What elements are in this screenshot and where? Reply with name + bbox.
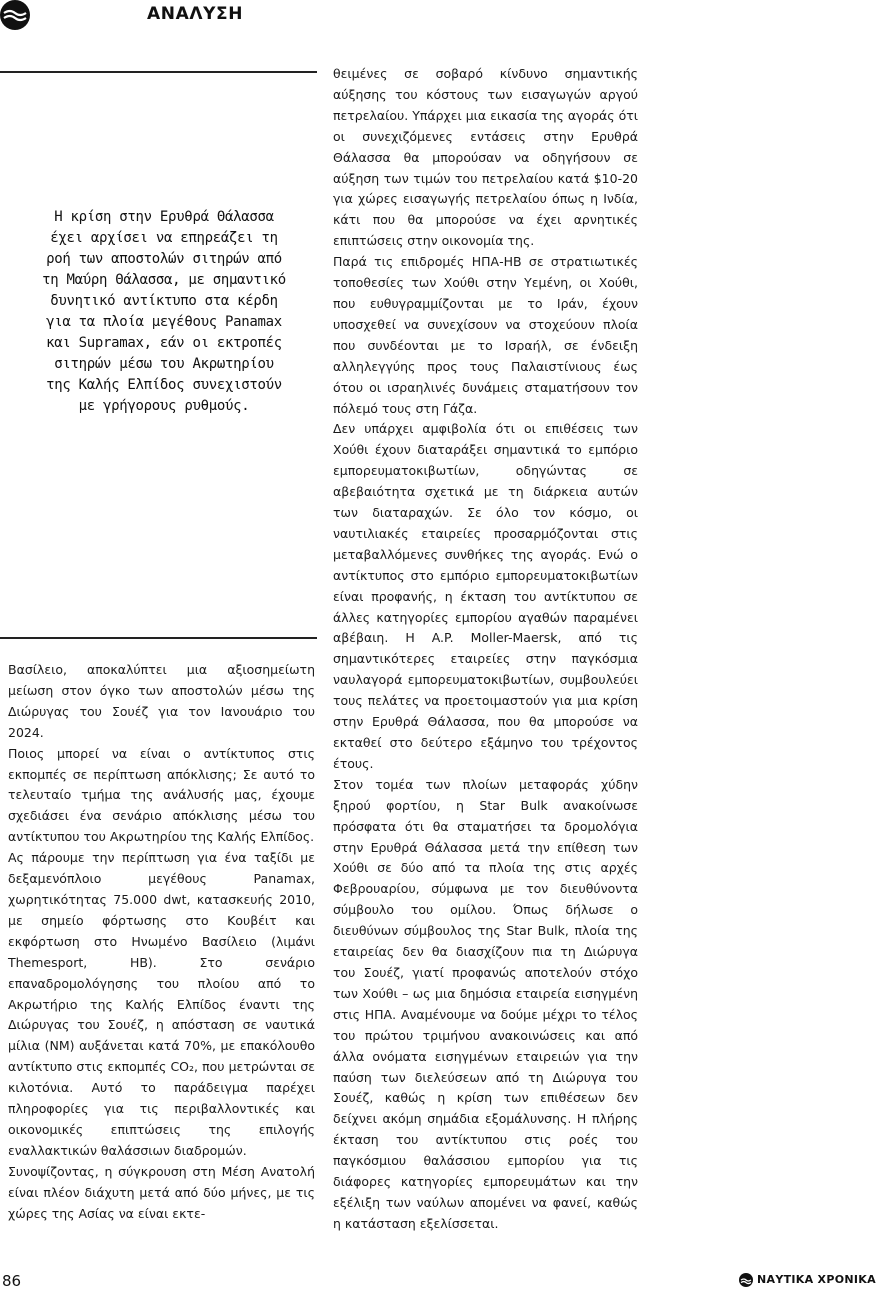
paragraph: Στον τομέα των πλοίων μεταφοράς χύδην ξηρού φορτίου, η Star Bulk ανακοίνωσε πρόσφατα ότι θα σταματήσει τα δρομολόγια στην Ερυθρά Θάλασσα μετά την επίθεση των Χούθι σε δύο από τα πλοία της στις αρχές Φεβρουαρίου, σύμφωνα με τον διευθύνοντα σύμβουλο του ομίλου. Όπως δήλωσε ο διευθύνων σύμβουλος της Star Bulk, πλοία της εταιρείας δεν θα διασχίζουν πια τη Διώρυγα του Σουέζ, γιατί προφανώς αποτελούν στόχο των Χούθι – ως μια δημόσια εταιρεία εισηγμένη στις ΗΠΑ. Αναμένουμε να δούμε μέχρι το τέλος του πρώτου τριμήνου ανακοινώσεις και από άλλα ονόματα εισηγμένων εταιρειών για την παύση των διελεύσεων από τη Διώρυγα του Σουέζ, καθώς η κρίση των επιθέσεων δεν δείχνει ακόμη σημάδια εξομάλυνσης. Η πλήρης έκταση του αντίκτυπου στις ροές του παγκόσμιου θαλάσσιου εμπορίου για τις διάφορες κατηγορίες εμπορευμάτων και την εξέλιξη των ναύλων απομένει να φανεί, καθώς η κατάσταση εξελίσσεται. [333,776,638,1231]
wave-logo-icon [739,1273,753,1287]
page-number: 86 [2,1272,22,1290]
paragraph: Ας πάρουμε την περίπτωση για ένα ταξίδι με δεξαμενόπλοιο μεγέθους Panamax, χωρητικότητας 75.000 dwt, κατασκευής 2010, με σημείο φόρτωσης στο Κουβέιτ και εκφόρτωση στο Ηνωμένο Βασίλειο (λιμάνι Themesport, ΗΒ). Στο σενάριο επαναδρομολόγησης του πλοίου από το Ακρωτήριο της Καλής Ελπίδος έναντι της Διώρυγας του Σουέζ, η απόσταση σε ναυτικά μίλια (NM) αυξάνεται κατά 70%, με επακόλουθο αντίκτυπο στις εκπομπές CO₂, που μετρώνται σε κιλοτόνια. Αυτό το παράδειγμα παρέχει πληροφορίες για τις περιβαλλοντικές και οικονομικές επιπτώσεις της επιλογής εναλλακτικών θαλάσσιων διαδρομών. [8,850,315,1158]
left-column [8,660,315,1224]
paragraph: Βασίλειο, αποκαλύπτει μια αξιοσημείωτη μείωση στον όγκο των αποστολών μέσω της Διώρυγας του Σουέζ για τον Ιανουάριο του 2024. [8,662,315,740]
page-header [0,0,857,30]
paragraph: θειμένες σε σοβαρό κίνδυνο σημαντικής αύξησης του κόστους των εισαγωγών αργού πετρελαίου. Υπάρχει μια εικασία της αγοράς ότι οι συνεχιζόμενες εντάσεις στην Ερυθρά Θάλασσα θα μπορούσαν να οδηγήσουν σε αύξηση των τιμών του πετρελαίου κατά $10-20 για χώρες εισαγωγής πετρελαίου όπως η Ινδία, κάτι που θα μπορούσε να έχει αρνητικές επιπτώσεις στην οικονομία της. [333,66,638,249]
brand-name: ΝΑΥΤΙΚΑ ΧΡΟΝΙΚΑ [757,1273,876,1286]
bottom-divider [0,637,317,639]
section-title: ΑΝΑΛΥΣΗ [147,4,244,24]
paragraph: Συνοψίζοντας, η σύγκρουση στη Μέση Ανατολή είναι πλέον διάχυτη μετά από δύο μήνες, με τις χώρες της Ασίας να είναι εκτε- [8,1163,315,1221]
paragraph: Παρά τις επιδρομές ΗΠΑ-ΗΒ σε στρατιωτικές τοποθεσίες των Χούθι στην Υεμένη, οι Χούθι, που ευθυγραμμίζονται με το Ιράν, έχουν υποσχεθεί να συνεχίσουν να στοχεύουν πλοία που συνδέονται με το Ισραήλ, σε ένδειξη αλληλεγγύης προς τους Παλαιστίνιους έως ότου οι ισραηλινές δυνάμεις σταματήσουν τον πόλεμό τους στη Γάζα. [333,254,638,416]
wave-logo-icon [0,0,30,30]
top-divider [0,71,317,73]
paragraph: Ποιος μπορεί να είναι ο αντίκτυπος στις εκπομπές σε περίπτωση απόκλισης; Σε αυτό το τελευταίο τμήμα της ανάλυσής μας, έχουμε σχεδιάσει ένα σενάριο απόκλισης μέσω του αντίκτυπου του Ακρωτηρίου της Καλής Ελπίδος. [8,745,315,845]
paragraph: Δεν υπάρχει αμφιβολία ότι οι επιθέσεις των Χούθι έχουν διαταράξει σημαντικά το εμπόριο εμπορευματοκιβωτίων, οδηγώντας σε αβεβαιότητα σχετικά με τη διάρκεια αυτών των διαταραχών. Σε όλο τον κόσμο, οι ναυτιλιακές εταιρείες προσαρμόζονται στις μεταβαλλόμενες συνθήκες της αγοράς. Ενώ ο αντίκτυπος στο εμπόριο εμπορευματοκιβωτίων είναι προφανής, η έκταση του αντίκτυπου σε άλλες κατηγορίες εμπορίου αγαθών παραμένει αβέβαιη. Η A.P. Moller-Maersk, από τις σημαντικότερες εταιρείες στην παγκόσμια ναυλαγορά εμπορευματοκιβωτίων, συμβουλεύει τους πελάτες να προετοιμαστούν για μια κρίση στην Ερυθρά Θάλασσα, που θα μπορούσε να εκταθεί στο δεύτερο εξάμηνο του τρέχοντος έτους. [333,421,638,771]
pull-quote: Η κρίση στην Ερυθρά Θάλασσα έχει αρχίσει να επηρεάζει τη ροή των αποστολών σιτηρών από τη Μαύρη Θάλασσα, με σημαντικό δυνητικό αντίκτυπο στα κέρδη για τα πλοία μεγέθους Panamax και Supramax, εάν οι εκτροπές σιτηρών μέσω του Ακρωτηρίου της Καλής Ελπίδος συνεχιστούν με γρήγορους ρυθμούς. [42,209,286,414]
right-column [333,64,638,1235]
